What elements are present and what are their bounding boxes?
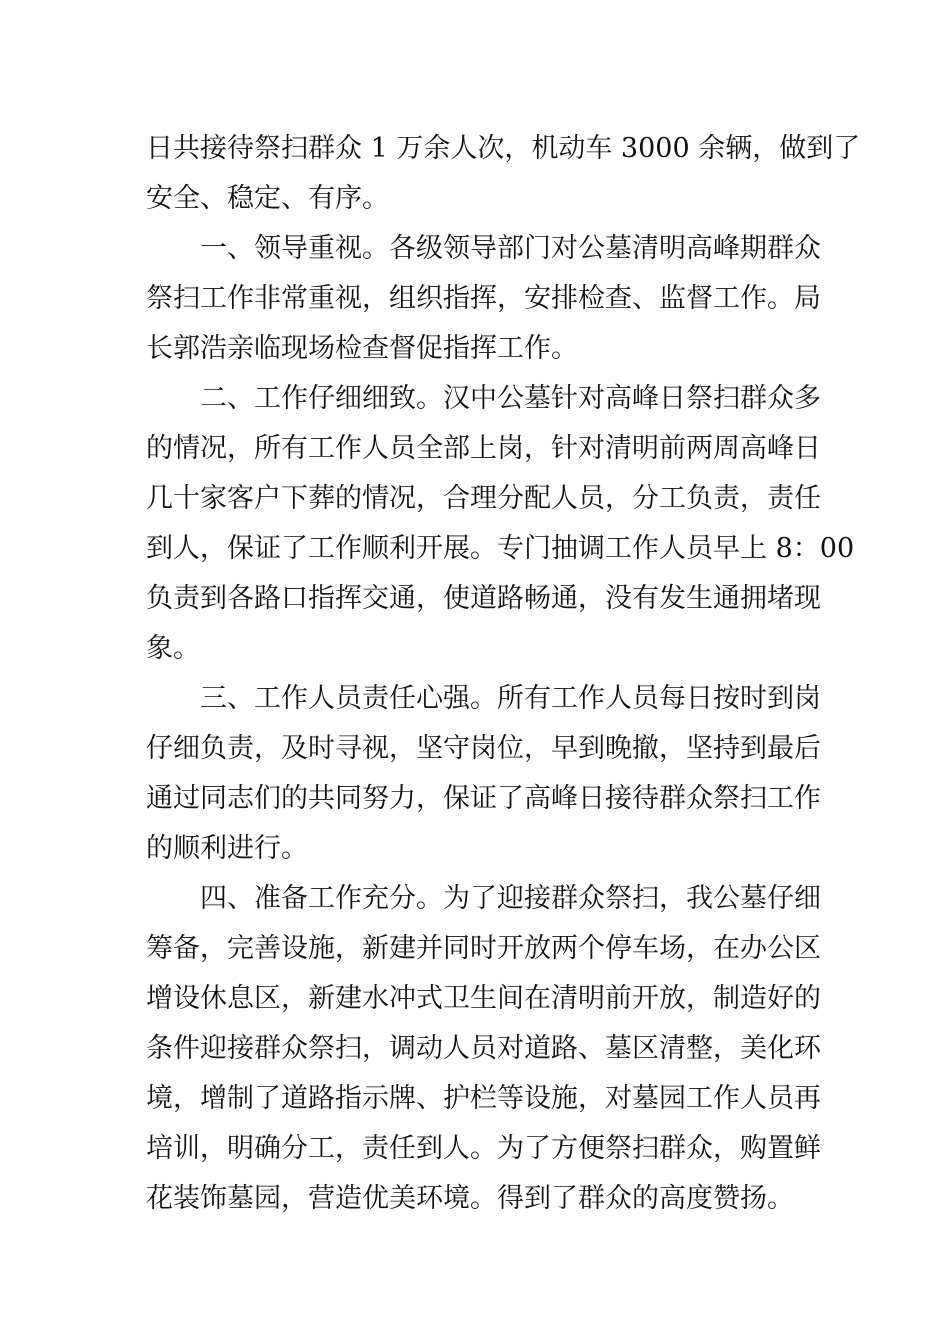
text-line: 祭扫工作非常重视，组织指挥，安排检查、监督工作。局 [146,283,821,314]
text-line: 几十家客户下葬的情况，合理分配人员，分工负责，责任 [146,483,821,514]
text-line: 的顺利进行。 [146,833,308,864]
paragraph-1-heading-line: 一、领导重视。各级领导部门对公墓清明高峰期群众 [200,233,821,264]
text-line: 仔细负责，及时寻视，坚守岗位，早到晚撤，坚持到最后 [146,733,821,764]
text-line: 象。 [146,633,200,664]
text-line: 安全、稳定、有序。 [146,183,389,214]
paragraph-3-heading-line: 三、工作人员责任心强。所有工作人员每日按时到岗 [200,683,821,714]
text-line: 通过同志们的共同努力，保证了高峰日接待群众祭扫工作 [146,783,821,814]
text-line: 条件迎接群众祭扫，调动人员对道路、墓区清整，美化环 [146,1033,821,1064]
text-line: 长郭浩亲临现场检查督促指挥工作。 [146,333,578,364]
text-line: 日共接待祭扫群众 1 万余人次，机动车 3000 余辆，做到了 [146,133,861,164]
text-line: 的情况，所有工作人员全部上岗，针对清明前两周高峰日 [146,433,821,464]
paragraph-4-heading-line: 四、准备工作充分。为了迎接群众祭扫，我公墓仔细 [200,883,821,914]
paragraph-2-heading-line: 二、工作仔细细致。汉中公墓针对高峰日祭扫群众多 [200,383,821,414]
text-line: 负责到各路口指挥交通，使道路畅通，没有发生通拥堵现 [146,583,821,614]
text-line: 到人，保证了工作顺利开展。专门抽调工作人员早上 8：00 [146,533,855,564]
text-line: 筹备，完善设施，新建并同时开放两个停车场，在办公区 [146,933,821,964]
document-body [146,124,861,1224]
text-line: 培训，明确分工，责任到人。为了方便祭扫群众，购置鲜 [146,1133,821,1164]
text-line: 花装饰墓园，营造优美环境。得到了群众的高度赞扬。 [146,1183,794,1214]
text-line: 境，增制了道路指示牌、护栏等设施，对墓园工作人员再 [146,1083,821,1114]
text-line: 增设休息区，新建水冲式卫生间在清明前开放，制造好的 [146,983,821,1014]
